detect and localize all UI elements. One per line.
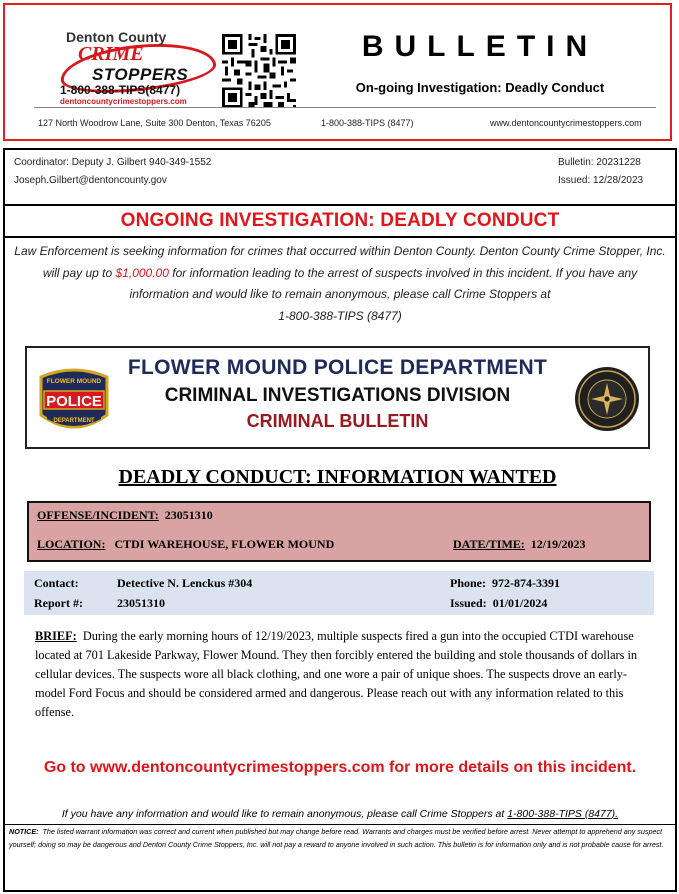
reward-amount: $1,000.00 bbox=[115, 265, 169, 280]
intro-text-end: for information leading to the arrest of suspects involved in this incident. If you have any information and would like to remain anonymous, please call Crime Stoppers at bbox=[129, 265, 638, 301]
contact-label: Contact: bbox=[34, 576, 79, 590]
logo-org-line: Denton County bbox=[66, 29, 167, 45]
badge-main-text: POLICE bbox=[46, 393, 102, 410]
header-website: www.dentoncountycrimestoppers.com bbox=[490, 118, 642, 128]
phone-value: 972-874-3391 bbox=[492, 576, 560, 590]
deadly-conduct-title-text: DEADLY CONDUCT: INFORMATION WANTED bbox=[118, 466, 557, 488]
footer-text: If you have any information and would like to remain anonymous, please call Crime Stoppers at bbox=[61, 808, 508, 820]
brief-text: During the early morning hours of 12/19/2023, multiple suspects fired a gun into the occupied CTDI warehouse located at 701 Lakeside Parkway, Flower Mound. They then forcibly entered the building and stole thousands of dollars in cellular devices. The suspects wore all black clothing, and one wore a pair of unique shoes. The suspects drove an early-model Ford Focus and should be considered armed and dangerous. Please reach out with any information related to this offense. bbox=[35, 629, 638, 719]
contact-value: Detective N. Lenckus #304 bbox=[117, 576, 253, 590]
offense-date-label: DATE/TIME: bbox=[453, 537, 525, 551]
coordinator-line: Coordinator: Deputy J. Gilbert 940-349-1552 bbox=[14, 157, 212, 168]
notice-label: NOTICE: bbox=[9, 827, 39, 836]
offense-incident-label: OFFENSE/INCIDENT: bbox=[37, 508, 159, 522]
logo-url: dentoncountycrimestoppers.com bbox=[60, 97, 187, 106]
bulletin-title: BULLETIN bbox=[361, 30, 599, 63]
report-value: 23051310 bbox=[117, 596, 165, 610]
header-address: 127 North Woodrow Lane, Suite 300 Denton, Texas 76205 bbox=[38, 118, 271, 128]
bulletin-issued-date: Issued: 12/28/2023 bbox=[558, 175, 644, 186]
footer-rule bbox=[5, 824, 675, 825]
logo-phone: 1-800-388-TIPS(8477) bbox=[60, 83, 181, 97]
ongoing-investigation-title: ONGOING INVESTIGATION: DEADLY CONDUCT bbox=[120, 210, 560, 231]
header-divider bbox=[34, 107, 656, 108]
offense-location-row bbox=[37, 537, 334, 552]
offense-date-value: 12/19/2023 bbox=[530, 537, 586, 551]
police-dept-name: FLOWER MOUND POLICE DEPARTMENT bbox=[127, 356, 548, 379]
website-callout: Go to www.dentoncountycrimestoppers.com for more details on this incident. bbox=[43, 759, 637, 776]
offense-location-label: LOCATION: bbox=[37, 537, 106, 551]
footer-anonymous-line bbox=[5, 808, 675, 820]
offense-incident-row bbox=[37, 508, 213, 523]
criminal-bulletin-label: CRIMINAL BULLETIN bbox=[246, 411, 429, 431]
report-label: Report #: bbox=[34, 596, 83, 610]
brief-label: BRIEF: bbox=[35, 629, 77, 643]
intro-phone: 1-800-388-TIPS (8477) bbox=[278, 308, 402, 323]
intro-paragraph bbox=[14, 241, 666, 327]
logo-crime-text: CRIME bbox=[78, 43, 144, 65]
notice-text: The listed warrant information was correct and current when published but may change before read. Warrants and charges must be verified before arrest. Never attempt to apprehend any suspect yourself; doing so may be dangerous and Denton County Crime Stoppers, Inc. will not pay a reward to anyone involved in such action. This bulletin is for information only and is not probable cause for arrest. bbox=[9, 827, 664, 849]
header-phone: 1-800-388-TIPS (8477) bbox=[321, 118, 414, 128]
issued-value: 01/01/2024 bbox=[492, 596, 548, 610]
bulletin-number: Bulletin: 20231228 bbox=[558, 157, 641, 168]
deadly-conduct-title bbox=[25, 466, 650, 489]
issued-label: Issued: bbox=[450, 596, 487, 610]
coordinator-email: Joseph.Gilbert@dentoncounty.gov bbox=[14, 175, 167, 186]
contact-issued-row bbox=[450, 596, 547, 611]
investigations-division: CRIMINAL INVESTIGATIONS DIVISION bbox=[164, 385, 511, 406]
offense-location-value: CTDI WAREHOUSE, FLOWER MOUND bbox=[114, 537, 335, 551]
offense-date-row bbox=[453, 537, 585, 552]
notice-disclaimer bbox=[9, 826, 671, 851]
bulletin-subtitle: On-going Investigation: Deadly Conduct bbox=[355, 80, 605, 95]
logo-stoppers-text: STOPPERS bbox=[92, 65, 189, 84]
title-divider bbox=[5, 236, 675, 238]
offense-incident-value: 23051310 bbox=[164, 508, 213, 522]
brief-paragraph bbox=[35, 627, 647, 722]
badge-top-text: FLOWER MOUND bbox=[46, 378, 102, 385]
contact-phone-row bbox=[450, 576, 560, 591]
intro-text-start: Law Enforcement is seeking information for crimes that occurred within Denton County. Denton County Crime Stopper, Inc. will pay up to bbox=[14, 244, 666, 280]
qr-code-icon bbox=[222, 34, 296, 108]
footer-phone: 1-800-388-TIPS (8477). bbox=[507, 808, 619, 820]
badge-bottom-text: DEPARTMENT bbox=[53, 418, 95, 424]
phone-label: Phone: bbox=[450, 576, 486, 590]
